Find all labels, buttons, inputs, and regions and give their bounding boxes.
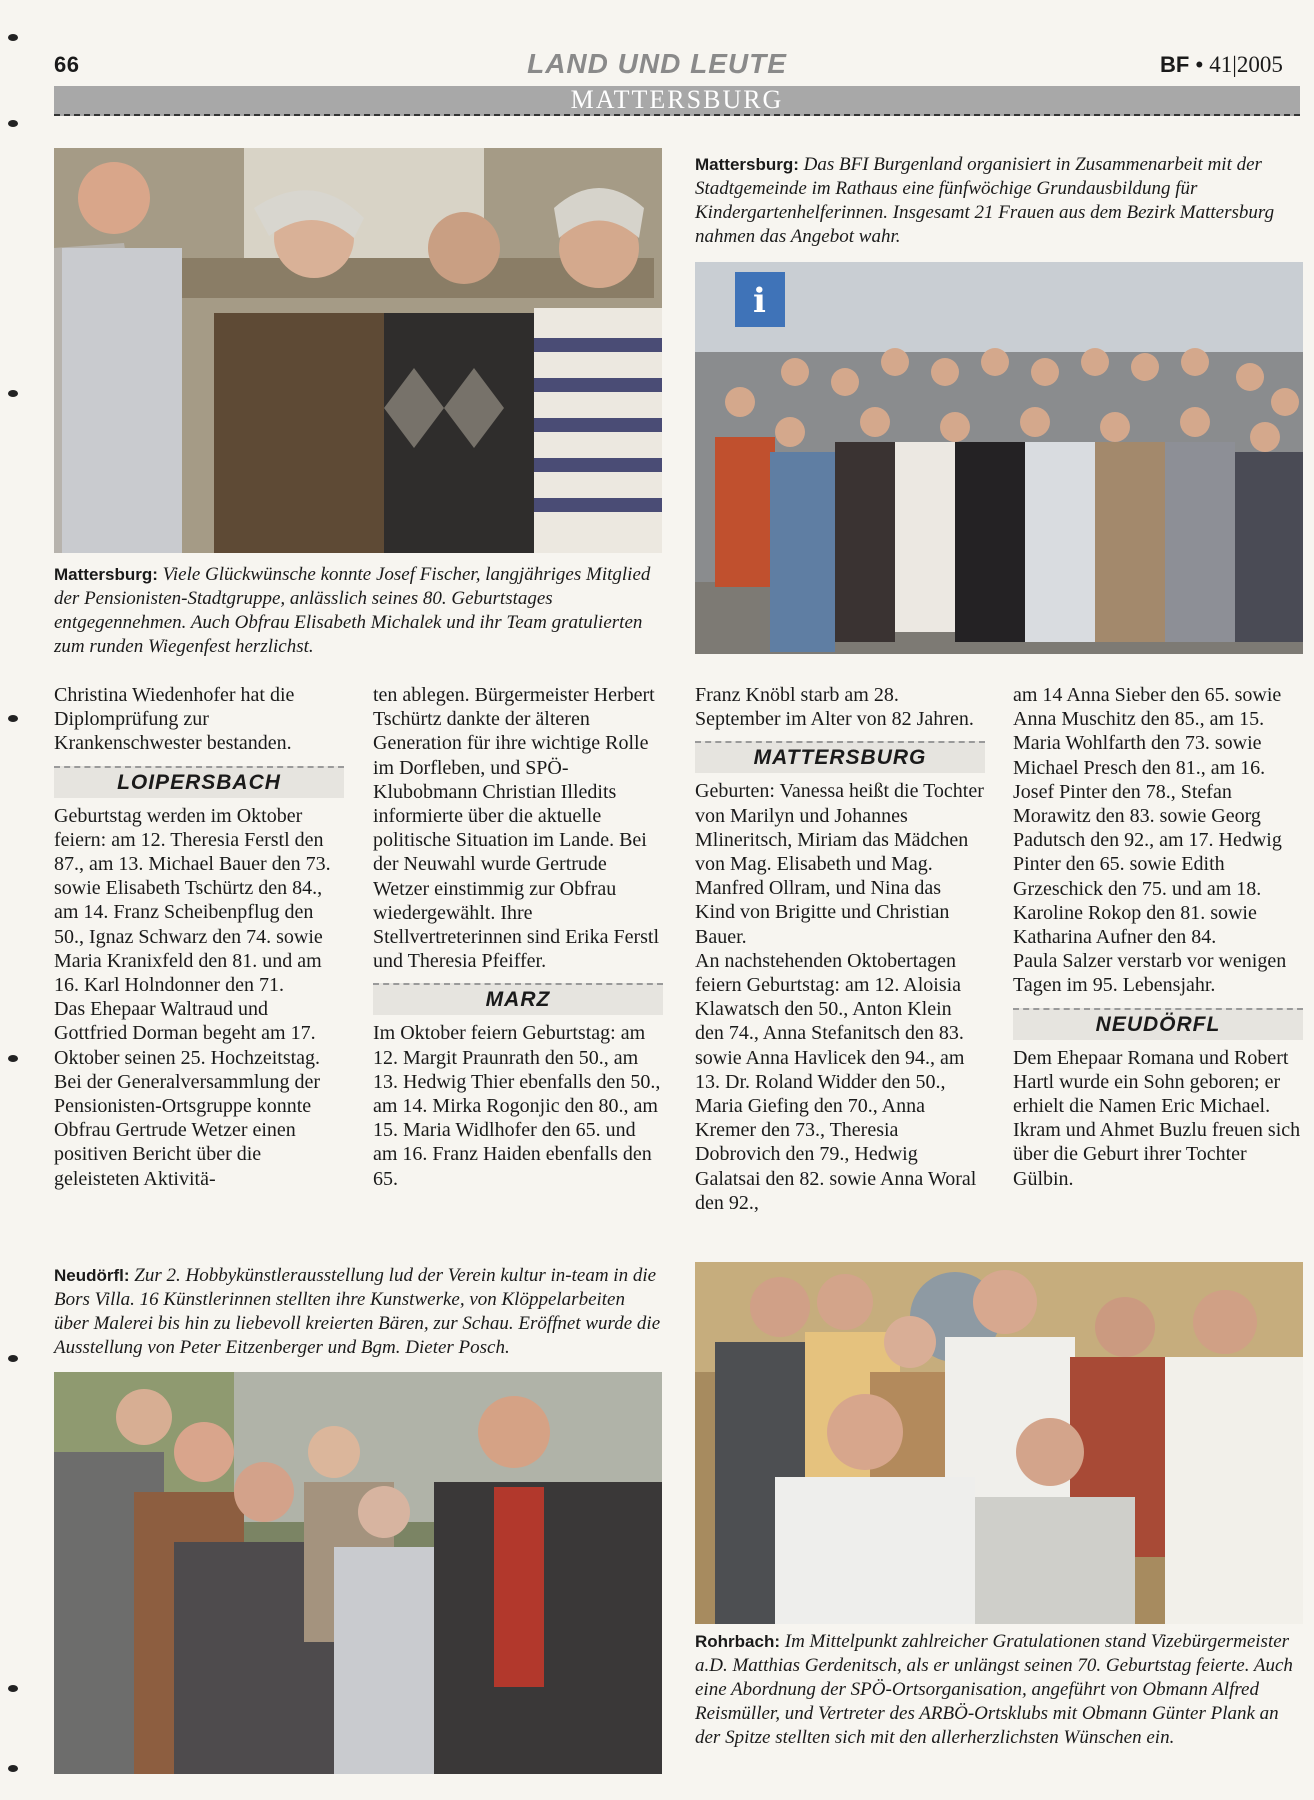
column-1 <box>54 683 344 1191</box>
binder-hole <box>8 120 18 127</box>
subheading-marz: MARZ <box>373 983 663 1015</box>
subheading-neudoerfl: NEUDÖRFL <box>1013 1008 1303 1040</box>
masthead <box>1160 52 1283 78</box>
photo-birthday-group <box>54 148 662 553</box>
paragraph: am 14 Anna Sieber den 65. sowie Anna Muschitz den 85., am 15. Maria Wohlfarth den 73. sowie Michael Presch den 81., am 16. Josef Pinter den 78., Stefan Morawitz den 83. sowie Georg Padutsch den 92., am 17. Hedwig Pinter den 65. sowie Edith Grzeschick den 75. und am 18. Karoline Rokop den 81. sowie Katharina Aufner den 84. <box>1013 684 1282 949</box>
caption-place: Mattersburg: <box>54 565 158 584</box>
caption-exhibition <box>54 1264 664 1360</box>
binder-hole <box>8 1055 18 1062</box>
photo-celebration-group <box>695 1262 1303 1624</box>
paragraph: Paula Salzer verstarb vor wenigen Tagen im 95. Lebensjahr. <box>1013 950 1287 997</box>
caption-text: Im Mittelpunkt zahlreicher Gratulationen stand Vizebürgermeister a.D. Matthias Gerdenitsch, als er unlängst seinen 70. Geburtstag feierte. Auch eine Abordnung der SPÖ-Ortsorganisation, angeführt von Obmann Alfred Reismüller, und Vertreter des ARBÖ-Ortsklubs mit Obmann Günter Plank an der Spitze stellten sich mit den allerherzlichsten Wünschen ein. <box>695 1631 1293 1748</box>
column-4 <box>1013 683 1303 1191</box>
masthead-brand: BF <box>1160 52 1190 77</box>
page-number: 66 <box>54 52 80 77</box>
masthead-separator: • <box>1195 52 1204 77</box>
caption-place: Neudörfl: <box>54 1266 130 1285</box>
binder-hole <box>8 1685 18 1692</box>
paragraph: Das Ehepaar Waltraud und Gottfried Dorman begeht am 17. Oktober seinen 25. Hochzeitstag. <box>54 998 321 1069</box>
masthead-issue: 41|2005 <box>1209 52 1283 77</box>
photo-exhibition-group <box>54 1372 662 1774</box>
binder-hole <box>8 390 18 397</box>
binder-hole <box>8 34 18 41</box>
paragraph: Christina Wiedenhofer hat die Diplomprüfung zur Krankenschwester bestanden. <box>54 684 295 755</box>
caption-place: Rohrbach: <box>695 1632 780 1651</box>
caption-celebration <box>695 1630 1305 1750</box>
paragraph: Im Oktober feiern Geburtstag: am 12. Margit Praunrath den 50., am 13. Hedwig Thier ebenfalls den 50., am 14. Mirka Rogonjic den 80., am 15. Maria Widlhofer den 65. und am 16. Franz Haiden ebenfalls den 65. <box>373 1022 661 1190</box>
column-2 <box>373 683 663 1191</box>
binder-hole <box>8 1765 18 1772</box>
subheading-mattersburg: MATTERSBURG <box>695 741 985 773</box>
paragraph: An nachstehenden Oktobertagen feiern Geburtstag: am 12. Aloisia Klawatsch den 50., Anton Klein den 74., Anna Stefanitsch den 83. sowie Anna Havlicek den 94., am 13. Dr. Roland Widder den 50., Maria Giefing den 70., Anna Kremer den 73., Theresia Dobrovich den 79., Hedwig Galatsai den 82. sowie Anna Woral den 92., <box>695 949 977 1214</box>
paragraph: Geburten: Vanessa heißt die Tochter von Marilyn und Johannes Mlineritsch, Miriam das Mädchen von Mag. Elisabeth und Mag. Manfred Ollram, und Nina das Kind von Brigitte und Christian Bauer. <box>695 780 984 948</box>
caption-text: Viele Glückwünsche konnte Josef Fischer, langjähriges Mitglied der Pensionisten-Stadtgruppe, anlässlich seines 80. Geburtstages entgegennehmen. Auch Obfrau Elisabeth Michalek und ihr Team gratulierten zum runden Wiegenfest herzlichst. <box>54 564 651 657</box>
section-title: LAND UND LEUTE <box>527 48 787 79</box>
paragraph: Geburtstag werden im Oktober feiern: am 12. Theresia Ferstl den 87., am 13. Michael Bauer den 73. sowie Elisabeth Tschürtz den 84., am 14. Franz Scheibenpflug den 50., Ignaz Schwarz den 74. sowie Maria Kranixfeld den 81. und am 16. Karl Holndonner den 71. <box>54 804 331 997</box>
column-3 <box>695 683 985 1215</box>
caption-text: Das BFI Burgenland organisiert in Zusammenarbeit mit der Stadtgemeinde im Rathaus eine fünfwöchige Grundausbildung für Kindergartenhelferinnen. Insgesamt 21 Frauen aus dem Bezirk Mattersburg nahmen das Angebot wahr. <box>695 154 1275 247</box>
caption-birthday <box>54 563 664 659</box>
paragraph: Dem Ehepaar Romana und Robert Hartl wurde ein Sohn geboren; er erhielt die Namen Eric Michael. Ikram und Ahmet Buzlu freuen sich über die Geburt ihrer Tochter Gülbin. <box>1013 1046 1301 1190</box>
photo-course-group <box>695 262 1303 654</box>
paragraph: ten ablegen. Bürgermeister Herbert Tschürtz dankte der älteren Generation für ihre wichtige Rolle im Dorfleben, und SPÖ-Klubobmann Christian Illedits informierte über die aktuelle politische Situation im Lande. Bei der Neuwahl wurde Gertrude Wetzer einstimmig zur Obfrau wiedergewählt. Ihre Stellvertreterinnen sind Erika Ferstl und Theresia Pfeiffer. <box>373 684 660 973</box>
svg-text:i: i <box>753 281 766 321</box>
caption-text: Zur 2. Hobbykünstlerausstellung lud der Verein kultur in-team in die Bors Villa. 16 Künstlerinnen stellten ihre Kunstwerke, von Klöppelarbeiten über Malerei bis hin zu liebevoll kreierten Bären, zur Schau. Eröffnet wurde die Ausstellung von Peter Eitzenberger und Bgm. Dieter Posch. <box>54 1265 661 1358</box>
binder-hole <box>8 715 18 722</box>
caption-place: Mattersburg: <box>695 155 799 174</box>
binder-hole <box>8 1355 18 1362</box>
paragraph: Bei der Generalversammlung der Pensionisten-Ortsgruppe konnte Obfrau Gertrude Wetzer einen positiven Bericht über die geleisteten Aktivitä- <box>54 1070 321 1190</box>
subheading-loipersbach: LOIPERSBACH <box>54 766 344 798</box>
caption-course <box>695 153 1303 249</box>
paragraph: Franz Knöbl starb am 28. September im Alter von 82 Jahren. <box>695 684 974 731</box>
region-band: MATTERSBURG <box>54 86 1300 116</box>
